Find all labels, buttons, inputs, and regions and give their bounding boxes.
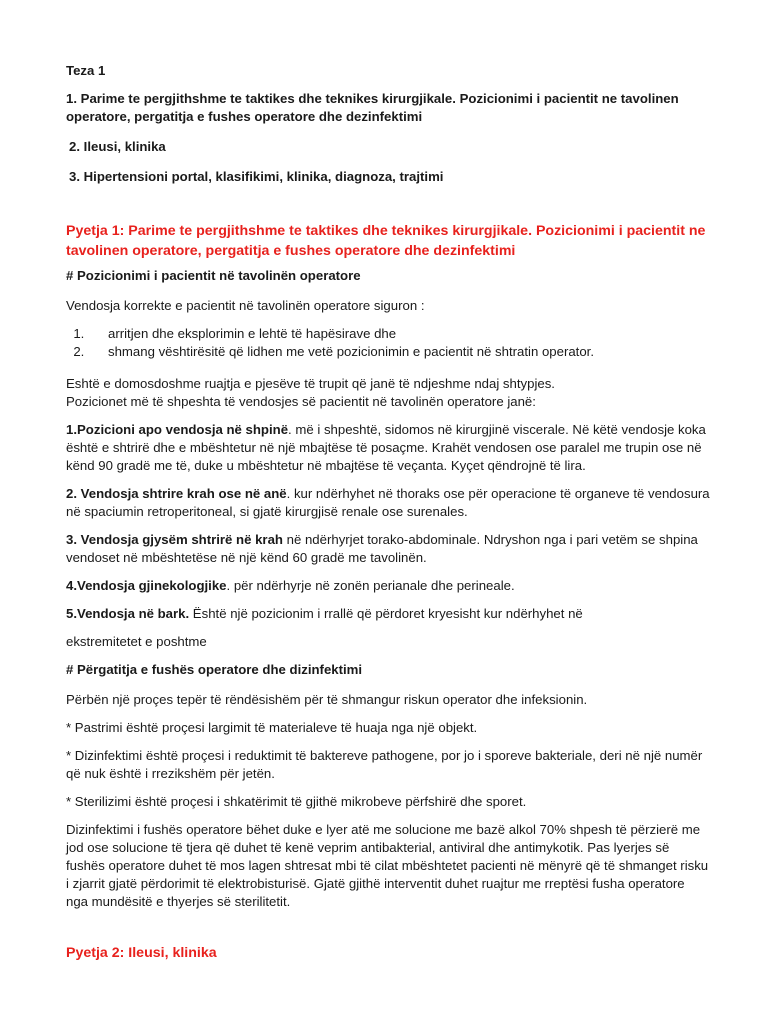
position-2-text: . kur ndërhyhet në thoraks ose për operacione të organeve të vendosura në spaciumin retroperitoneal, si gjatë kirurgjisë renale ose surenales. xyxy=(66,486,710,519)
position-5-title: 5.Vendosja në bark. xyxy=(66,606,190,621)
preparation-intro: Përbën një proçes tepër të rëndësishëm për të shmangur riskun operator dhe infeksionin. xyxy=(66,692,588,707)
position-4-text: . për ndërhyrje në zonën perianale dhe perineale. xyxy=(226,578,515,593)
question-2-heading: Pyetja 2: Ileusi, klinika xyxy=(66,945,217,961)
position-1-text: . më i shpeshtë, sidomos në kirurgjinë viscerale. Në këtë vendosje koka është e shtrirë dhe e mbështetur në një mbajtëse të posaçme. Krahët vendosen ose paralel me trupin ose në kënd 90 gradë me të, duke u mbështetur në mbajtëse të veçanta. Kyçet qëndrojnë të lira. xyxy=(66,422,706,473)
care-paragraph: Eshtë e domosdoshme ruajtja e pjesëve të trupit që janë të ndjeshme ndaj shtypjes. xyxy=(66,376,555,391)
position-1 xyxy=(66,421,710,475)
document-title: Teza 1 xyxy=(66,63,106,78)
definition-sterilization: * Sterilizimi është proçesi i shkatërimit të gjithë mikrobeve përfshirë dhe sporet. xyxy=(66,794,527,809)
positions-intro: Pozicionet më të shpeshta të vendosjes së pacientit në tavolinën operatore janë: xyxy=(66,394,536,409)
disinfection-paragraph: Dizinfektimi i fushës operatore bëhet duke e lyer atë me solucione me bazë alkol 70% shpesh të përzierë me jod ose solucione të tjera që duhet të kenë veprim antibakterial, antiviral dhe antimykotik. Pas lyerjes së fushës operatore duhet të mos lagen shtresat mbi të cilat mbështetet pacienti në mënyrë që të shmanget risku i zjarrit gjatë përdorimit të elektrobisturisë. Gjatë gjithë interventit duhet ruajtur me rreptësi fusha operatore nga mundësitë e thyerjes së sterilitetit. xyxy=(66,822,709,909)
list-item: 1. arritjen dhe eksplorimin e lehtë të hapësirave dhe xyxy=(88,325,710,343)
position-5-text: Është një pozicionim i rrallë që përdoret kryesisht kur ndërhyhet në xyxy=(189,606,583,621)
subheading-positioning: # Pozicionimi i pacientit në tavolinën operatore xyxy=(66,268,361,283)
position-3 xyxy=(66,531,710,567)
definition-disinfection: * Dizinfektimi është proçesi i reduktimit të baktereve pathogene, por jo i sporeve bakteriale, deri në një numër që nuk është i rrezikshëm për jetën. xyxy=(66,748,703,781)
positioning-benefits-list xyxy=(66,325,710,361)
position-4 xyxy=(66,577,710,595)
topic-3: 3. Hipertensioni portal, klasifikimi, klinika, diagnoza, trajtimi xyxy=(69,169,444,184)
topic-2: 2. Ileusi, klinika xyxy=(69,139,166,154)
position-2 xyxy=(66,485,710,521)
position-3-text: në ndërhyrjet torako-abdominale. Ndryshon nga i pari vetëm se shpina vendoset në mbështetëse në një kënd 60 gradë me tavolinën. xyxy=(66,532,698,565)
position-1-title: 1.Pozicioni apo vendosja në shpinë xyxy=(66,422,289,437)
position-4-title: 4.Vendosja gjinekologjike xyxy=(66,578,227,593)
topic-1: 1. Parime te pergjithshme te taktikes dhe teknikes kirurgjikale. Pozicionimi i pacientit ne tavolinen operatore, pergatitja e fushes operatore dhe dezinfektimi xyxy=(66,91,679,124)
question-1-heading: Pyetja 1: Parime te pergjithshme te taktikes dhe teknikes kirurgjikale. Pozicionimi i pacientit ne tavolinen operatore, pergatitja e fushes operatore dhe dezinfektimi xyxy=(66,223,706,259)
position-3-title: 3. Vendosja gjysëm shtrirë në krah xyxy=(66,532,283,547)
position-5 xyxy=(66,605,710,623)
definition-cleaning: * Pastrimi është proçesi largimit të materialeve të huaja nga një objekt. xyxy=(66,720,478,735)
subheading-preparation: # Përgatitja e fushës operatore dhe dizinfektimi xyxy=(66,662,363,677)
position-2-title: 2. Vendosja shtrire krah ose në anë xyxy=(66,486,287,501)
position-5-continuation: ekstremitetet e poshtme xyxy=(66,634,207,649)
positioning-intro: Vendosja korrekte e pacientit në tavolinën operatore siguron : xyxy=(66,298,425,313)
list-item: 2. shmang vështirësitë që lidhen me vetë pozicionimin e pacientit në shtratin operator. xyxy=(88,343,710,361)
